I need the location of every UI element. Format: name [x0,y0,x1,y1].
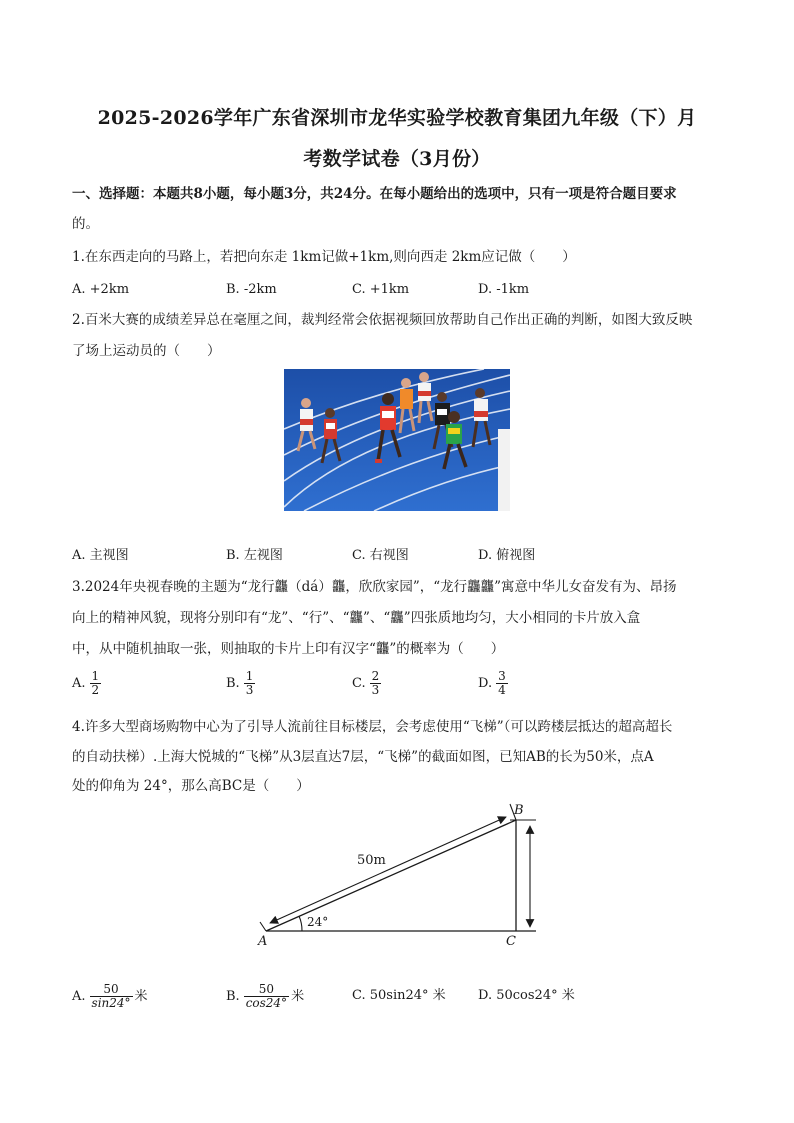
q1-option-a: A. +2km [72,282,130,297]
angle-label: 24° [307,915,329,929]
q2-option-c: C. 右视图 [352,548,409,563]
section-heading-cont: 的。 [72,216,99,232]
label-a: A [258,934,268,949]
question-3-stem-cont1: 向上的精神风貌，现将分别印有“龙”、“行”、“龘”、“龘”四张质地均匀，大小相同的卡片放入盒 [72,610,641,626]
side-ab [266,820,516,931]
q2-option-b: B. 左视图 [226,548,283,563]
q3-option-c: C. $\frac{2}{3}$ [352,669,380,697]
exam-title-line2: 考数学试卷（3月份） [303,148,491,170]
q4-option-c: C. 50sin24° 米 [352,988,446,1003]
angle-arc [299,916,302,931]
escalator-triangle-diagram [252,800,552,952]
question-1-stem: 1.在东西走向的马路上，若把向东走 1km记做+1km,则向西走 2km应记做（ ） [72,249,576,265]
question-4-stem-cont2: 处的仰角为 24°，那么高BC是（ ） [72,778,310,794]
label-b: B [514,803,524,818]
length-label: 50m [357,853,386,868]
triangle-figure [252,800,552,952]
q1-option-d: D. -1km [478,282,530,297]
q1-option-b: B. -2km [226,282,277,297]
label-c: C [506,934,516,949]
a-tick [260,922,266,931]
q2-option-d: D. 俯视图 [478,548,536,563]
question-4-stem-cont1: 的自动扶梯）.上海大悦城的“飞梯”从3层直达7层，“飞梯”的截面如图，已知AB的长为50米，点A [72,749,654,765]
race-photo-illustration [284,369,510,511]
q3-option-a: A. $\frac{1}{2}$ [72,669,100,697]
length-arrow [270,817,506,923]
q1-option-c: C. +1km [352,282,410,297]
q4-option-a: A. $\frac{50}{\sin 24^\circ}$ 米 [72,982,148,1010]
exam-title-line1: 2025-2026学年广东省深圳市龙华实验学校教育集团九年级（下）月 [97,107,697,129]
question-4-stem: 4.许多大型商场购物中心为了引导人流前往目标楼层，会考虑使用“飞梯”（可以跨楼层抵达的超高超长 [72,719,673,735]
q4-option-b: B. $\frac{50}{\cos 24^\circ}$ 米 [226,982,305,1010]
q2-option-a: A. 主视图 [72,548,129,563]
question-2-stem-cont: 了场上运动员的（ ） [72,343,221,359]
question-3-stem: 3.2024年央视春晚的主题为“龙行龘（dá）龘，欣欣家园”，“龙行龘龘”寓意中华儿女奋发有为、昂扬 [72,579,677,595]
question-3-stem-cont2: 中，从中随机抽取一张，则抽取的卡片上印有汉字“龘”的概率为（ ） [72,641,505,657]
q3-option-b: B. $\frac{1}{3}$ [226,669,254,697]
track-race-photo [284,369,510,511]
question-2-stem: 2.百米大赛的成绩差异总在毫厘之间，裁判经常会依据视频回放帮助自己作出正确的判断，如图大致反映 [72,312,693,328]
section-heading: 一、选择题：本题共8小题，每小题3分，共24分。在每小题给出的选项中，只有一项是符合题目要求 [72,186,677,202]
q3-option-d: D. $\frac{3}{4}$ [478,669,506,697]
q4-option-d: D. 50cos24° 米 [478,988,575,1003]
